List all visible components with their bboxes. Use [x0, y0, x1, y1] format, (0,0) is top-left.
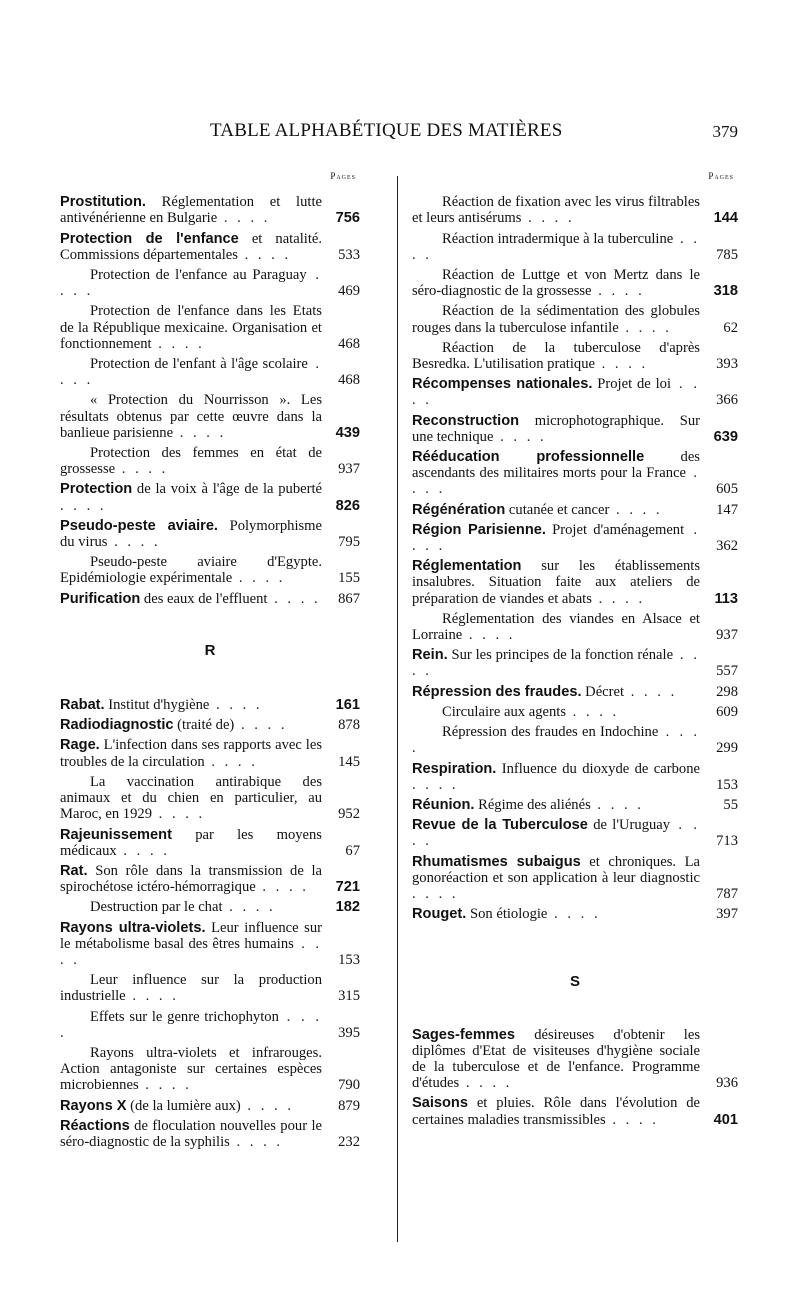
entry-heading: Sages-femmes — [412, 1026, 516, 1043]
entry-description: et chroniques. La gonoréaction et son application à leur diagnostic — [412, 853, 700, 886]
index-entry — [60, 231, 360, 263]
entry-page-number: 161 — [335, 697, 360, 714]
entry-page-number: 55 — [723, 796, 738, 813]
entry-heading: Rajeunissement — [60, 826, 172, 843]
entry-text — [412, 724, 700, 756]
running-title: TABLE ALPHABÉTIQUE DES MATIÈRES — [210, 120, 563, 141]
entry-text — [60, 1118, 322, 1150]
entry-text — [412, 303, 700, 335]
entry-description: Protection de l'enfance dans les Etats de la République mexicaine. Organisation et fonctionnement — [60, 303, 322, 352]
leader-dots: . . . . — [237, 246, 292, 263]
entry-page-number: 937 — [716, 627, 738, 644]
entry-description: et natalité. Commissions départementales — [60, 230, 322, 263]
index-entry — [60, 1045, 360, 1094]
index-entry — [60, 774, 360, 823]
entry-heading: Pseudo-peste aviaire. — [60, 517, 218, 534]
entry-page-number: 315 — [338, 988, 360, 1005]
entry-heading: Régénération — [412, 501, 506, 518]
index-entry — [60, 899, 360, 915]
entry-page-number: 395 — [338, 1024, 360, 1041]
entry-text — [60, 737, 322, 769]
entry-page-number: 366 — [716, 392, 738, 409]
index-entry — [60, 392, 360, 441]
left-column — [60, 168, 360, 1154]
entry-description: Réaction de la sédimentation des globules rouges dans la tuberculose infantile — [412, 303, 700, 336]
index-entry — [60, 445, 360, 477]
leader-dots: . . . . — [116, 842, 170, 859]
entry-page-number: 299 — [716, 740, 738, 757]
entry-text — [60, 1009, 322, 1041]
entry-description: Sur les principes de la fonction rénale — [447, 647, 674, 664]
leader-dots: . . . . — [240, 1097, 294, 1114]
index-entry — [60, 1098, 360, 1114]
entry-heading: Région Parisienne. — [412, 521, 546, 538]
entry-description: Pseudo-peste aviaire d'Egypte. Epidémiologie expérimentale — [60, 554, 322, 587]
entry-text — [412, 1027, 700, 1092]
leader-dots: . . . . — [412, 885, 459, 902]
entry-page-number: 557 — [716, 663, 738, 680]
entry-page-number: 878 — [338, 717, 360, 734]
entry-text — [412, 854, 700, 903]
entry-description: cutanée et cancer — [505, 501, 610, 518]
entry-description: Influence du dioxyde de carbone — [496, 760, 700, 777]
leader-dots: . . . . — [115, 461, 169, 478]
entry-text — [60, 827, 322, 859]
index-entry — [412, 267, 738, 299]
entry-heading: Rabat. — [60, 697, 105, 714]
entry-page-number: 401 — [713, 1111, 738, 1128]
entry-text — [412, 611, 700, 643]
entry-page-number: 790 — [338, 1077, 360, 1094]
leader-dots: . . . . — [204, 753, 258, 770]
index-entry — [60, 518, 360, 550]
index-entry — [412, 1027, 738, 1092]
entry-description: Rayons ultra-violets et infrarouges. Action antagoniste sur certaines espèces microbiennes — [60, 1044, 322, 1094]
entry-page-number: 153 — [338, 951, 360, 968]
leader-dots: . . . . — [618, 319, 672, 336]
index-entry — [60, 1118, 360, 1150]
entry-text — [412, 231, 700, 263]
entry-page-number: 468 — [338, 372, 360, 389]
entry-text — [60, 392, 322, 441]
running-header — [0, 118, 800, 148]
entry-page-number: 397 — [716, 906, 738, 923]
entry-text — [412, 376, 700, 408]
index-entry — [60, 972, 360, 1004]
entry-page-number: 298 — [716, 683, 738, 700]
entry-description: Institut d'hygiène — [104, 697, 210, 714]
entry-heading: Purification — [60, 590, 141, 607]
index-entry — [412, 194, 738, 226]
leader-dots: . . . . — [107, 534, 161, 551]
index-entry — [412, 704, 738, 720]
entry-page-number: 879 — [338, 1097, 360, 1114]
index-entry — [60, 267, 360, 299]
leader-dots: . . . . — [591, 283, 645, 300]
entry-description: Réaction de fixation avec les virus filtrables et leurs antisérums — [412, 194, 700, 227]
entry-page-number: 867 — [338, 590, 360, 607]
leader-dots: . . . . — [412, 521, 700, 555]
leader-dots: . . . . — [60, 935, 322, 968]
entry-page-number: 609 — [716, 703, 738, 720]
leader-dots: . . . . — [412, 376, 700, 409]
entry-text — [60, 591, 322, 607]
entry-text — [60, 356, 322, 388]
entry-description: Réglementation et lutte antivénérienne en Bulgarie — [60, 194, 322, 227]
entry-heading: Respiration. — [412, 760, 497, 777]
leader-dots: . . . . — [60, 1008, 323, 1041]
index-entry — [412, 1095, 738, 1127]
column-divider — [397, 176, 398, 1242]
entry-description: Leur influence sur le métabolisme basal des êtres humains — [60, 919, 323, 952]
entry-description: Réglementation des viandes en Alsace et Lorraine — [412, 610, 700, 644]
index-entry — [60, 481, 360, 513]
entry-text — [412, 684, 700, 700]
entry-heading: Saisons — [412, 1095, 468, 1112]
entry-text — [60, 899, 322, 915]
index-entry — [60, 194, 360, 226]
entry-text — [60, 303, 322, 352]
entry-text — [412, 522, 700, 554]
leader-dots: . . . . — [594, 356, 649, 373]
leader-dots: . . . . — [624, 683, 678, 700]
entry-text — [412, 797, 700, 813]
entry-page-number: 936 — [716, 1075, 738, 1092]
entry-description: Projet de loi — [592, 376, 672, 393]
entry-page-number: 67 — [345, 842, 360, 859]
entry-heading: Réactions — [60, 1117, 130, 1134]
index-entry — [412, 797, 738, 813]
entry-page-number: 147 — [716, 501, 738, 518]
entry-page-number: 393 — [716, 356, 738, 373]
leader-dots: . . . . — [232, 570, 286, 587]
leader-dots: . . . . — [412, 776, 459, 793]
index-entry — [412, 340, 738, 372]
entry-page-number: 182 — [335, 899, 360, 916]
entry-description: Protection des femmes en état de grossesse — [60, 445, 322, 478]
entry-text — [412, 502, 700, 518]
entry-description: des eaux de l'effluent — [140, 590, 268, 607]
entry-page-number: 468 — [338, 335, 360, 352]
entry-page-number: 145 — [338, 753, 360, 770]
leader-dots: . . . . — [547, 906, 601, 923]
leader-dots: . . . . — [173, 424, 227, 441]
index-entry — [412, 854, 738, 903]
index-entry — [60, 863, 360, 895]
entry-description: Son rôle dans la transmission de la spirochétose ictéro-hémorragique — [60, 862, 322, 896]
index-entry — [60, 303, 360, 352]
entry-page-number: 232 — [338, 1133, 360, 1150]
leader-dots: . . . . — [459, 1075, 513, 1092]
leader-dots: . . . . — [566, 703, 620, 720]
entry-page-number: 469 — [338, 283, 360, 300]
entry-page-number: 144 — [713, 210, 738, 227]
entry-description: « Protection du Nourrisson ». Les résultats obtenus par cette œuvre dans la banlieue parisienne — [60, 392, 322, 441]
entry-heading: Reconstruction — [412, 412, 520, 429]
entry-description: désireuses d'obtenir les diplômes d'Etat de visiteuses d'hygiène sociale de la tuberculose et de l'enfance. Programme d'études — [412, 1026, 700, 1092]
leader-dots: . . . . — [60, 497, 107, 514]
leader-dots: . . . . — [412, 230, 700, 263]
leader-dots: . . . . — [412, 817, 701, 850]
entry-description: Circulaire aux agents — [442, 703, 566, 720]
entry-description: Réaction de Luttge et von Mertz dans le séro-diagnostic de la grossesse — [412, 267, 700, 300]
entry-text — [60, 518, 322, 550]
entry-text — [60, 863, 322, 895]
entry-heading: Rat. — [60, 862, 88, 879]
leader-dots: . . . . — [591, 590, 646, 607]
entry-description: Protection de l'enfance au Paraguay — [90, 267, 307, 284]
leader-dots: . . . . — [609, 501, 663, 518]
entry-text — [60, 972, 322, 1004]
entry-text — [60, 717, 322, 733]
entry-page-number: 713 — [716, 833, 738, 850]
entry-heading: Rhumatismes subaigus — [412, 853, 581, 870]
entry-page-number: 153 — [716, 776, 738, 793]
entry-description: Polymorphisme du virus — [60, 517, 323, 551]
entry-description: Décret — [581, 683, 625, 700]
leader-dots: . . . . — [412, 724, 701, 757]
entry-text — [412, 817, 700, 849]
entry-description: La vaccination antirabique des animaux et du chien en particulier, au Maroc, en 1929 — [60, 773, 322, 823]
entries-group — [60, 194, 360, 607]
leader-dots: . . . . — [125, 988, 179, 1005]
entry-description: Réaction de la tuberculose d'après Besredka. L'utilisation pratique — [412, 339, 700, 373]
leader-dots: . . . . — [151, 335, 205, 352]
entry-text — [60, 267, 322, 299]
entry-page-number: 318 — [713, 283, 738, 300]
index-entry — [412, 231, 738, 263]
entry-heading: Répression des fraudes. — [412, 683, 582, 700]
entry-heading: Réglementation — [412, 558, 522, 575]
entry-text — [412, 267, 700, 299]
entry-text — [60, 554, 322, 586]
index-entry — [60, 697, 360, 713]
leader-dots: . . . . — [462, 627, 516, 644]
index-entry — [412, 761, 738, 793]
entry-description: Effets sur le genre trichophyton — [90, 1008, 279, 1025]
entry-text — [60, 231, 322, 263]
entry-heading: Revue de la Tuberculose — [412, 817, 588, 834]
entry-text — [412, 194, 700, 226]
entry-text — [60, 774, 322, 823]
entry-page-number: 826 — [335, 497, 360, 514]
entry-page-number: 533 — [338, 246, 360, 263]
leader-dots: . . . . — [217, 210, 271, 227]
entry-description: Protection de l'enfant à l'âge scolaire — [90, 356, 308, 373]
leader-dots: . . . . — [229, 1133, 284, 1150]
entry-heading: Radiodiagnostic — [60, 717, 174, 734]
index-entry — [60, 591, 360, 607]
leader-dots: . . . . — [222, 899, 276, 916]
leader-dots: . . . . — [521, 210, 575, 227]
entry-page-number: 795 — [338, 534, 360, 551]
index-entry — [60, 554, 360, 586]
entry-heading: Prostitution. — [60, 194, 146, 211]
entry-heading: Protection de l'enfance — [60, 230, 239, 247]
index-entry — [412, 376, 738, 408]
leader-dots: . . . . — [234, 717, 288, 734]
entry-heading: Rein. — [412, 647, 448, 664]
entry-description: de la voix à l'âge de la puberté — [132, 481, 322, 498]
entry-description: de floculation nouvelles pour le séro-diagnostic de la syphilis — [60, 1117, 322, 1150]
entry-text — [412, 761, 700, 793]
entry-page-number: 937 — [338, 461, 360, 478]
entry-page-number: 362 — [716, 538, 738, 555]
index-entry — [60, 1009, 360, 1041]
entry-description: Réaction intradermique à la tuberculine — [442, 230, 674, 247]
page-number: 379 — [712, 122, 738, 141]
entries-group — [412, 1027, 738, 1128]
entry-text — [412, 413, 700, 445]
index-entry — [412, 647, 738, 679]
entry-text — [412, 647, 700, 679]
entry-heading: Rayons ultra-violets. — [60, 919, 206, 936]
entry-description: Projet d'aménagement — [545, 521, 685, 538]
entry-description: et pluies. Rôle dans l'évolution de certaines maladies transmissibles — [412, 1095, 700, 1128]
entry-page-number: 605 — [716, 481, 738, 498]
entry-page-number: 639 — [713, 428, 738, 445]
entry-text — [60, 1098, 322, 1114]
entry-text — [60, 445, 322, 477]
entry-description: (de la lumière aux) — [126, 1097, 241, 1114]
entry-page-number: 787 — [716, 885, 738, 902]
entry-text — [60, 481, 322, 513]
entry-heading: Rage. — [60, 737, 100, 754]
entry-description: sur les établissements insalubres. Situation faite aux ateliers de préparation de viandes et abats — [412, 558, 700, 607]
entry-text — [412, 704, 700, 720]
entry-page-number: 113 — [714, 590, 738, 607]
leader-dots: . . . . — [493, 428, 547, 445]
index-entry — [60, 920, 360, 969]
entry-text — [412, 558, 700, 607]
entry-heading: Rééducation professionnelle — [412, 449, 645, 466]
index-entry — [60, 827, 360, 859]
leader-dots: . . . . — [60, 267, 322, 300]
entry-page-number: 756 — [335, 210, 360, 227]
leader-dots: . . . . — [412, 647, 700, 680]
leader-dots: . . . . — [605, 1111, 659, 1128]
index-entry — [412, 502, 738, 518]
entry-heading: Réunion. — [412, 796, 475, 813]
entry-description: de l'Uruguay — [587, 817, 671, 834]
leader-dots: . . . . — [60, 356, 322, 389]
entries-group — [412, 194, 738, 922]
entry-text — [412, 449, 700, 498]
entry-text — [412, 340, 700, 372]
entry-text — [412, 906, 700, 922]
index-entry — [412, 611, 738, 643]
entries-group — [60, 697, 360, 1150]
entry-description: L'infection dans ses rapports avec les troubles de la circulation — [60, 737, 322, 770]
entry-description: des ascendants des militaires morts pour la France — [412, 449, 700, 482]
entry-page-number: 721 — [335, 879, 360, 896]
entry-description: Son étiologie — [466, 906, 548, 923]
index-entry — [412, 449, 738, 498]
leader-dots: . . . . — [255, 879, 309, 896]
leader-dots: . . . . — [138, 1077, 192, 1094]
entry-description: microphotographique. Sur une technique — [412, 412, 700, 445]
leader-dots: . . . . — [412, 465, 701, 498]
entry-page-number: 155 — [338, 570, 360, 587]
pages-label: Pages — [330, 171, 356, 181]
entry-text — [412, 1095, 700, 1127]
entry-page-number: 785 — [716, 246, 738, 263]
entry-heading: Protection — [60, 481, 133, 498]
right-column — [412, 168, 738, 1132]
leader-dots: . . . . — [590, 796, 644, 813]
leader-dots: . . . . — [209, 697, 263, 714]
entry-page-number: 952 — [338, 806, 360, 823]
section-letter-s: S — [569, 973, 580, 991]
entry-description: par les moyens médicaux — [60, 826, 322, 859]
entry-description: Leur influence sur la production industrielle — [60, 972, 322, 1005]
index-entry — [412, 906, 738, 922]
entry-text — [60, 194, 322, 226]
pages-label: Pages — [708, 171, 734, 181]
entry-text — [60, 697, 322, 713]
entry-description: (traité de) — [173, 717, 235, 734]
entry-page-number: 62 — [723, 319, 738, 336]
entry-description: Destruction par le chat — [90, 899, 223, 916]
index-entry — [412, 817, 738, 849]
index-entry — [60, 356, 360, 388]
index-entry — [412, 303, 738, 335]
index-entry — [412, 724, 738, 756]
leader-dots: . . . . — [152, 806, 206, 823]
entry-page-number: 439 — [335, 424, 360, 441]
index-entry — [412, 558, 738, 607]
index-entry — [412, 684, 738, 700]
section-letter-r: R — [204, 641, 216, 659]
entry-heading: Rayons X — [60, 1097, 127, 1114]
entry-text — [60, 1045, 322, 1094]
index-entry — [412, 522, 738, 554]
entry-heading: Rouget. — [412, 906, 467, 923]
entry-text — [60, 920, 322, 969]
index-entry — [60, 717, 360, 733]
index-entry — [412, 413, 738, 445]
entry-heading: Récompenses nationales. — [412, 376, 593, 393]
entry-description: Répression des fraudes en Indochine — [442, 724, 659, 741]
index-entry — [60, 737, 360, 769]
entry-description: Régime des aliénés — [474, 796, 591, 813]
leader-dots: . . . . — [267, 590, 321, 607]
